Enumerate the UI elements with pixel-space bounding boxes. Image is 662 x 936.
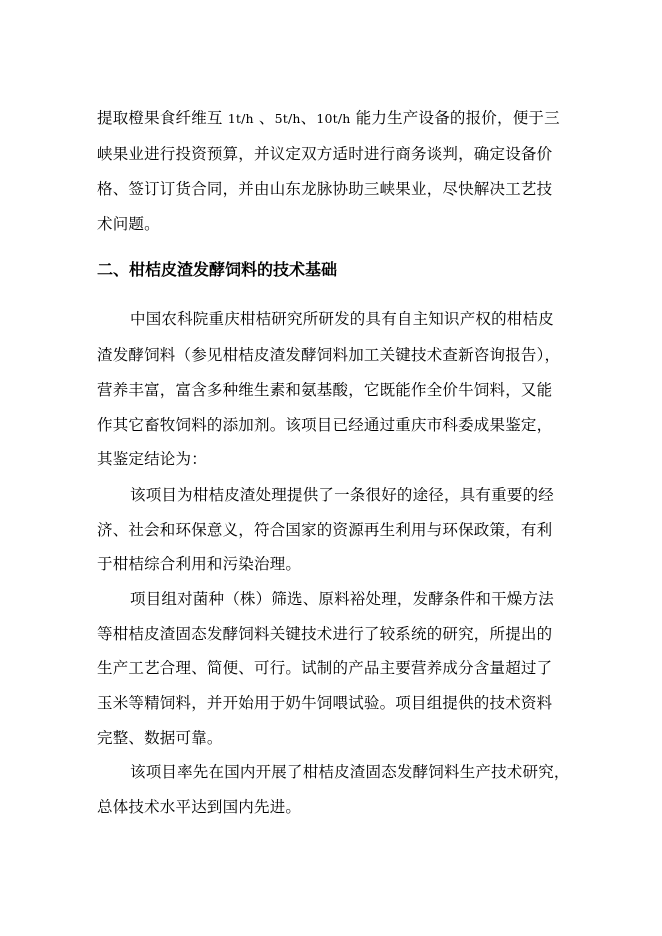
capacity-1th: 1t/h — [227, 111, 254, 126]
intro-line-1 — [97, 103, 567, 133]
conclusion1-line-2: 济、社会和环保意义，符合国家的资源再生利用与环保政策，有利 — [97, 521, 553, 539]
background-line-4: 作其它畜牧饲料的添加剂。该项目已经通过重庆市科委成果鉴定， — [97, 416, 553, 434]
conclusion3-line-1: 该项目率先在国内开展了柑桔皮渣固态发酵饲料生产技术研究， — [130, 763, 570, 781]
intro-text-g: 能力生产设备的报价，便于三 — [350, 109, 560, 127]
background-line-3: 营养丰富，富含多种维生素和氨基酸，它既能作全价牛饲料，又能 — [97, 381, 553, 399]
intro-line-4: 术问题。 — [97, 215, 160, 233]
intro-line-3: 格、签订订货合同，并由山东龙脉协助三峡果业，尽快解决工艺技 — [97, 180, 553, 198]
conclusion1-line-1: 该项目为柑桔皮渣处理提供了一条很好的途径，具有重要的经 — [130, 486, 554, 504]
conclusion2-line-5: 完整、数据可靠。 — [97, 729, 223, 747]
intro-line-2: 峡果业进行投资预算，并议定双方适时进行商务谈判，确定设备价 — [97, 145, 553, 163]
conclusion2-line-3: 生产工艺合理、简便、可行。试制的产品主要营养成分含量超过了 — [97, 659, 553, 677]
conclusion2-line-1: 项目组对菌种（株）筛选、原料裕处理，发酵条件和干燥方法 — [130, 590, 554, 608]
background-line-5: 其鉴定结论为： — [97, 450, 207, 468]
capacity-5th: 5t/h — [274, 111, 301, 126]
conclusion2-line-2: 等柑桔皮渣固态发酵饲料关键技术进行了较系统的研究，所提出的 — [97, 625, 553, 643]
conclusion3-line-2: 总体技术水平达到国内先进。 — [97, 798, 302, 816]
conclusion1-line-3: 于柑桔综合利用和污染治理。 — [97, 555, 302, 573]
capacity-10th: 10t/h — [316, 111, 351, 126]
section-heading: 二、柑桔皮渣发酵饲料的技术基础 — [97, 260, 338, 279]
background-line-2: 渣发酵饲料（参见柑桔皮渣发酵饲料加工关键技术查新咨询报告）， — [97, 346, 561, 364]
intro-text-e: 、 — [300, 109, 317, 127]
intro-text-c: 、 — [253, 109, 275, 127]
conclusion2-line-4: 玉米等精饲料，并开始用于奶牛饲喂试验。项目组提供的技术资料 — [97, 694, 553, 712]
intro-text-a: 提取橙果食纤维互 — [97, 109, 228, 127]
background-line-1: 中国农科院重庆柑桔研究所研发的具有自主知识产权的柑桔皮 — [130, 310, 554, 328]
